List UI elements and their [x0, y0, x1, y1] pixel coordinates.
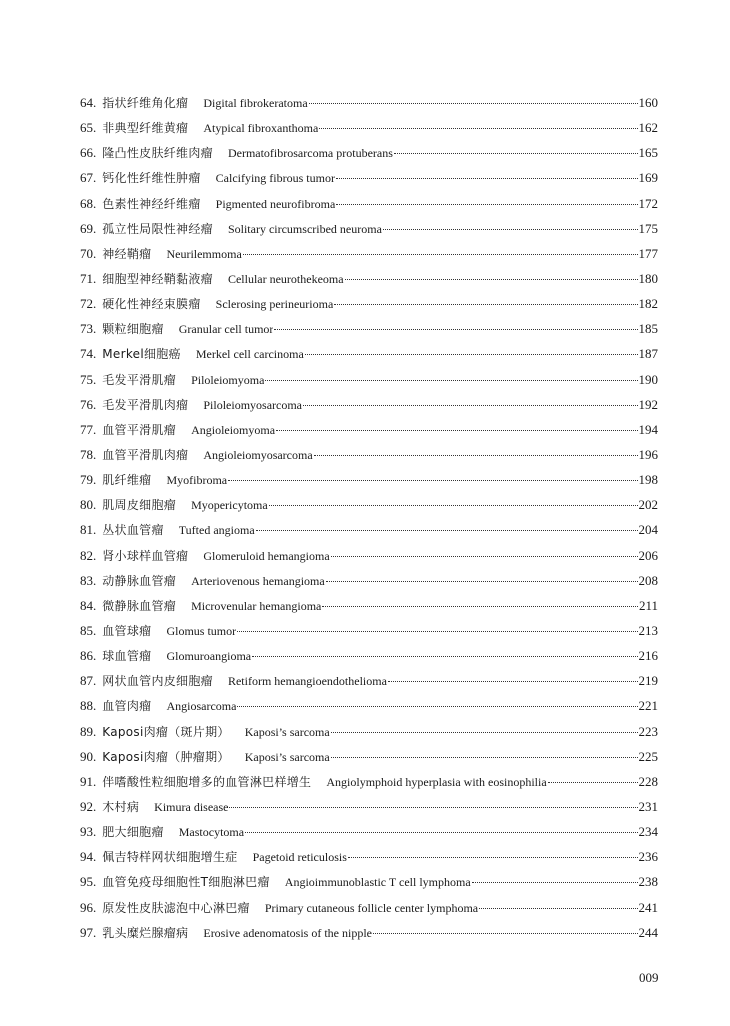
dot-leader	[394, 153, 638, 154]
toc-entry	[80, 848, 658, 873]
entry-page-number: 177	[638, 245, 658, 261]
entry-title-english: Myofibroma	[166, 473, 228, 488]
entry-title-english: Angioimmunoblastic T cell lymphoma	[284, 875, 471, 890]
entry-page-number: 172	[638, 195, 658, 211]
entry-title-english: Piloleiomyoma	[191, 372, 265, 387]
toc-entry	[80, 195, 658, 220]
dot-leader	[326, 581, 638, 582]
toc-entry	[80, 773, 658, 798]
entry-page-number: 204	[638, 522, 658, 538]
toc-entry	[80, 597, 658, 622]
entry-title-chinese: 钙化性纤维性肿瘤	[102, 171, 201, 186]
dot-leader	[472, 882, 638, 883]
dot-leader	[331, 732, 638, 733]
dot-leader	[334, 304, 637, 305]
entry-title-english: Angioleiomyoma	[191, 422, 276, 437]
entry-title-english: Glomeruloid hemangioma	[203, 548, 330, 563]
entry-page-number: 194	[638, 421, 658, 437]
entry-title-chinese: 球血管瘤	[102, 649, 152, 664]
entry-page-number: 162	[638, 120, 658, 136]
entry-number: 93.	[80, 824, 97, 840]
entry-title-chinese: 原发性皮肤滤泡中心淋巴瘤	[102, 900, 250, 915]
entry-title-english: Cellular neurothekeoma	[227, 271, 344, 286]
toc-entry	[80, 446, 658, 471]
toc-entry	[80, 547, 658, 572]
entry-page-number: 160	[638, 95, 658, 110]
entry-number: 97.	[80, 924, 97, 940]
entry-title-chinese: Merkel细胞癌	[102, 347, 181, 362]
entry-title-chinese: 血管球瘤	[102, 623, 152, 638]
entry-title-chinese: 孤立性局限性神经瘤	[102, 221, 213, 236]
entry-title-chinese: 木村病	[102, 799, 140, 814]
entry-title-english: Merkel cell carcinoma	[195, 347, 304, 362]
entry-title-english: Pagetoid reticulosis	[252, 850, 347, 865]
entry-page-number: 185	[638, 321, 658, 337]
toc-entry	[80, 622, 658, 647]
toc-entry	[80, 421, 658, 446]
entry-number: 79.	[80, 472, 97, 488]
dot-leader	[265, 380, 637, 381]
entry-number: 77.	[80, 421, 97, 437]
toc-entry	[80, 572, 658, 597]
entry-title-english: Dermatofibrosarcoma protuberans	[227, 146, 393, 161]
toc-entry	[80, 924, 658, 949]
toc-entry	[80, 94, 658, 119]
entry-title-english: Mastocytoma	[178, 825, 245, 840]
entry-page-number: 187	[638, 346, 658, 362]
entry-number: 74.	[80, 346, 97, 362]
entry-title-chinese: 血管平滑肌肉瘤	[102, 447, 189, 462]
entry-title-chinese: 毛发平滑肌瘤	[102, 372, 177, 387]
entry-number: 70.	[80, 245, 97, 261]
entry-title-english: Microvenular hemangioma	[191, 598, 322, 613]
toc-entry	[80, 471, 658, 496]
entry-title-english: Glomus tumor	[166, 623, 237, 638]
entry-number: 82.	[80, 547, 97, 563]
toc-entry	[80, 371, 658, 396]
dot-leader	[388, 681, 638, 682]
toc-entry	[80, 647, 658, 672]
entry-number: 71.	[80, 270, 97, 286]
entry-title-english: Neurilemmoma	[166, 246, 242, 261]
entry-title-chinese: 血管平滑肌瘤	[102, 422, 177, 437]
entry-title-english: Pigmented neurofibroma	[215, 196, 336, 211]
entry-page-number: 211	[638, 597, 658, 613]
dot-leader	[269, 505, 638, 506]
entry-title-chinese: 微静脉血管瘤	[102, 598, 177, 613]
entry-title-chinese: 动静脉血管瘤	[102, 573, 177, 588]
entry-page-number: 198	[638, 472, 658, 488]
entry-page-number: 196	[638, 446, 658, 462]
entry-title-english: Solitary circumscribed neuroma	[227, 221, 382, 236]
toc-entry	[80, 295, 658, 320]
entry-title-english: Angiosarcoma	[166, 699, 237, 714]
dot-leader	[309, 103, 638, 104]
entry-number: 86.	[80, 648, 97, 664]
entry-title-english: Retiform hemangioendothelioma	[227, 674, 387, 689]
toc-entry	[80, 672, 658, 697]
entry-number: 72.	[80, 296, 97, 312]
entry-number: 91.	[80, 773, 97, 789]
entry-title-chinese: 硬化性神经束膜瘤	[102, 297, 201, 312]
entry-title-chinese: 肾小球样血管瘤	[102, 548, 189, 563]
entry-title-chinese: 网状血管内皮细胞瘤	[102, 674, 213, 689]
dot-leader	[314, 455, 638, 456]
entry-title-chinese: 肌周皮细胞瘤	[102, 498, 177, 513]
toc-entry	[80, 748, 658, 773]
dot-leader	[305, 354, 638, 355]
dot-leader	[331, 556, 638, 557]
toc-entry	[80, 823, 658, 848]
entry-title-chinese: Kaposi肉瘤（斑片期）	[102, 724, 230, 739]
entry-page-number: 244	[638, 924, 658, 940]
entry-page-number: 228	[638, 773, 658, 789]
entry-title-english: Piloleiomyosarcoma	[203, 397, 303, 412]
toc-entry	[80, 119, 658, 144]
entry-title-chinese: 非典型纤维黄瘤	[102, 121, 189, 136]
entry-number: 76.	[80, 396, 97, 412]
entry-title-chinese: 细胞型神经鞘黏液瘤	[102, 271, 213, 286]
entry-number: 85.	[80, 622, 97, 638]
toc-entry	[80, 723, 658, 748]
entry-title-english: Digital fibrokeratoma	[203, 96, 308, 110]
toc-entry	[80, 245, 658, 270]
entry-page-number: 206	[638, 547, 658, 563]
entry-number: 69.	[80, 220, 97, 236]
toc-entry	[80, 873, 658, 898]
toc-entry	[80, 697, 658, 722]
entry-number: 87.	[80, 673, 97, 689]
entry-title-chinese: 乳头糜烂腺瘤病	[102, 925, 189, 940]
entry-page-number: 165	[638, 145, 658, 161]
entry-title-english: Erosive adenomatosis of the nipple	[203, 925, 372, 940]
dot-leader	[319, 128, 637, 129]
entry-number: 64.	[80, 95, 97, 110]
toc-entry	[80, 396, 658, 421]
toc-entry	[80, 496, 658, 521]
entry-page-number: 182	[638, 296, 658, 312]
entry-page-number: 236	[638, 849, 658, 865]
entry-title-english: Tufted angioma	[178, 523, 255, 538]
entry-title-english: Kimura disease	[154, 799, 229, 814]
page-number: 009	[639, 970, 659, 985]
toc-entry	[80, 144, 658, 169]
entry-page-number: 175	[638, 220, 658, 236]
entry-title-english: Atypical fibroxanthoma	[203, 121, 319, 136]
entry-page-number: 231	[638, 798, 658, 814]
entry-number: 94.	[80, 849, 97, 865]
entry-number: 83.	[80, 572, 97, 588]
entry-title-chinese: 丛状血管瘤	[102, 523, 164, 538]
dot-leader	[237, 631, 637, 632]
entry-page-number: 192	[638, 396, 658, 412]
entry-page-number: 190	[638, 371, 658, 387]
entry-title-english: Calcifying fibrous tumor	[215, 171, 335, 186]
toc-entry	[80, 345, 658, 370]
entry-number: 92.	[80, 798, 97, 814]
entry-number: 80.	[80, 497, 97, 513]
entry-title-english: Granular cell tumor	[178, 322, 274, 337]
entry-page-number: 234	[638, 824, 658, 840]
entry-page-number: 241	[638, 899, 658, 915]
entry-page-number: 225	[638, 748, 658, 764]
entry-title-chinese: Kaposi肉瘤（肿瘤期）	[102, 749, 230, 764]
entry-page-number: 221	[638, 698, 658, 714]
dot-leader	[336, 204, 637, 205]
entry-page-number: 208	[638, 572, 658, 588]
dot-leader	[237, 706, 637, 707]
entry-number: 88.	[80, 698, 97, 714]
entry-title-english: Glomuroangioma	[166, 649, 252, 664]
entry-number: 67.	[80, 170, 97, 186]
entry-page-number: 180	[638, 270, 658, 286]
entry-title-english: Angioleiomyosarcoma	[203, 447, 313, 462]
entry-number: 78.	[80, 446, 97, 462]
entry-number: 96.	[80, 899, 97, 915]
dot-leader	[274, 329, 637, 330]
entry-title-chinese: 血管免疫母细胞性T细胞淋巴瘤	[102, 875, 270, 890]
dot-leader	[331, 757, 638, 758]
entry-number: 75.	[80, 371, 97, 387]
entry-page-number: 169	[638, 170, 658, 186]
toc-entry	[80, 220, 658, 245]
entry-page-number: 238	[638, 874, 658, 890]
toc-entry	[80, 899, 658, 924]
entry-title-chinese: 指状纤维角化瘤	[102, 96, 189, 110]
entry-number: 68.	[80, 195, 97, 211]
entry-title-chinese: 颗粒细胞瘤	[102, 322, 164, 337]
entry-number: 90.	[80, 748, 97, 764]
entry-title-english: Myopericytoma	[191, 498, 268, 513]
entry-title-english: Sclerosing perineurioma	[215, 297, 334, 312]
entry-title-english: Angiolymphoid hyperplasia with eosinophilia	[326, 774, 547, 789]
entry-page-number: 213	[638, 622, 658, 638]
dot-leader	[243, 254, 638, 255]
dot-leader	[276, 430, 637, 431]
dot-leader	[336, 178, 638, 179]
entry-title-chinese: 隆凸性皮肤纤维肉瘤	[102, 146, 213, 161]
entry-number: 89.	[80, 723, 97, 739]
entry-title-chinese: 血管肉瘤	[102, 699, 152, 714]
dot-leader	[548, 782, 638, 783]
entry-number: 73.	[80, 321, 97, 337]
entry-title-chinese: 肌纤维瘤	[102, 473, 152, 488]
entry-title-chinese: 毛发平滑肌肉瘤	[102, 397, 189, 412]
entry-title-chinese: 佩吉特样网状细胞增生症	[102, 850, 238, 865]
dot-leader	[373, 933, 638, 934]
entry-title-english: Kaposi’s sarcoma	[244, 724, 330, 739]
entry-page-number: 202	[638, 497, 658, 513]
dot-leader	[303, 405, 637, 406]
entry-number: 65.	[80, 120, 97, 136]
dot-leader	[252, 656, 637, 657]
toc-entry	[80, 521, 658, 546]
entry-number: 95.	[80, 874, 97, 890]
dot-leader	[345, 279, 638, 280]
dot-leader	[383, 229, 638, 230]
table-of-contents	[80, 94, 658, 949]
toc-entry	[80, 270, 658, 295]
entry-page-number: 223	[638, 723, 658, 739]
entry-title-english: Kaposi’s sarcoma	[244, 749, 330, 764]
dot-leader	[479, 908, 637, 909]
toc-entry	[80, 798, 658, 823]
entry-number: 84.	[80, 597, 97, 613]
entry-title-chinese: 伴嗜酸性粒细胞增多的血管淋巴样增生	[102, 774, 312, 789]
toc-entry	[80, 320, 658, 345]
entry-title-english: Arteriovenous hemangioma	[191, 573, 325, 588]
toc-entry	[80, 169, 658, 194]
dot-leader	[229, 807, 637, 808]
entry-page-number: 216	[638, 648, 658, 664]
entry-number: 81.	[80, 522, 97, 538]
dot-leader	[245, 832, 637, 833]
dot-leader	[348, 857, 638, 858]
entry-title-chinese: 色素性神经纤维瘤	[102, 196, 201, 211]
entry-title-chinese: 神经鞘瘤	[102, 246, 152, 261]
entry-title-english: Primary cutaneous follicle center lymphoma	[264, 900, 479, 915]
entry-page-number: 219	[638, 673, 658, 689]
entry-title-chinese: 肥大细胞瘤	[102, 825, 164, 840]
dot-leader	[228, 480, 637, 481]
entry-number: 66.	[80, 145, 97, 161]
dot-leader	[322, 606, 638, 607]
dot-leader	[256, 530, 638, 531]
